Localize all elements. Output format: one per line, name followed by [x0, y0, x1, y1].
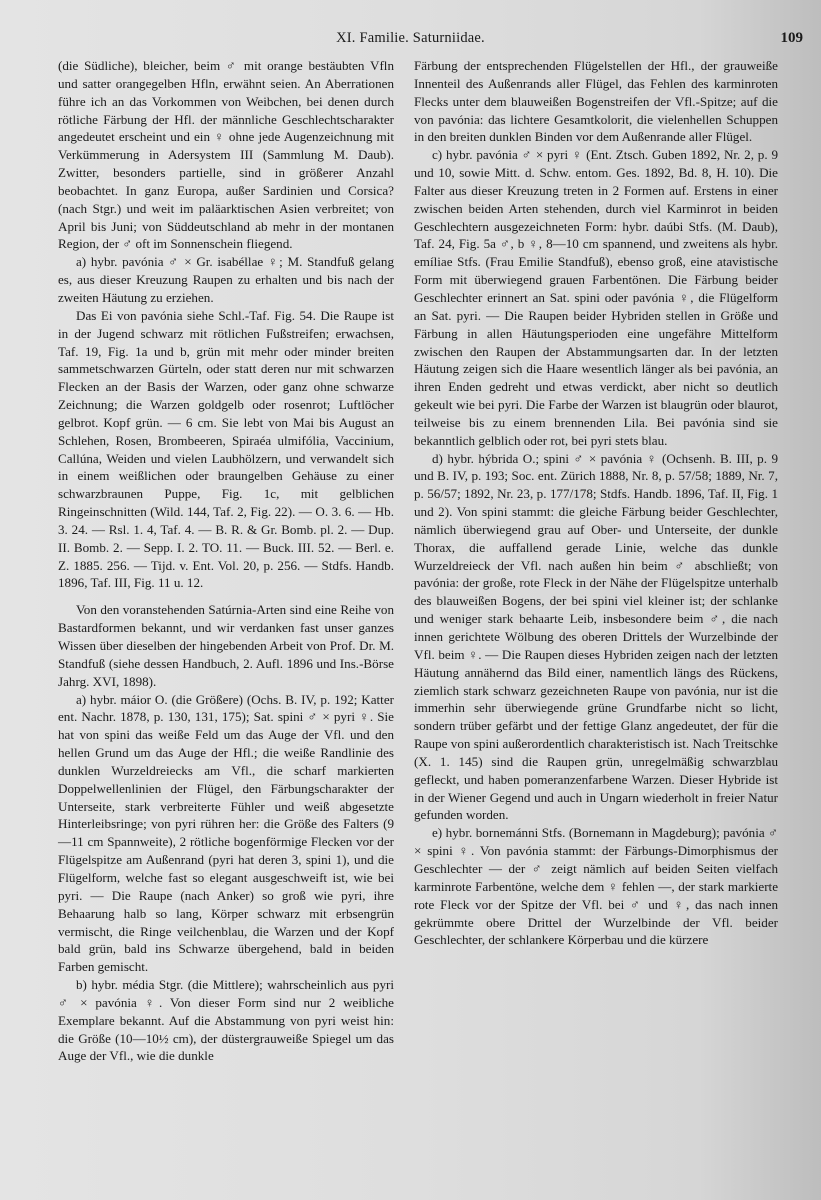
running-head	[0, 20, 821, 50]
right-text-column	[414, 57, 778, 949]
paragraph: c) hybr. pavónia ♂ × pyri ♀ (Ent. Ztsch. Guben 1892, Nr. 2, p. 9 und 10, sowie Mitt. d. Schw. entom. Ges. 1892, Bd. 8, H. 10). Die Falter aus dieser Kreuzung treten in 2 Formen auf. Erstens in einer zwischen beiden Arten stehenden, durch viel Karminrot in beiden Geschlechtern ausgezeichneten Form: hybr. daúbi Stfs. (M. Daub), Taf. 24, Fig. 5a ♂, b ♀, 8—10 cm spannend, und zweitens als hybr. emíliae Stfs. (Frau Emilie Standfuß), ebenso groß, eine atavistische Form mit überwiegend grauen Farbentönen. Die Färbung beider Geschlechter erinnert an Sat. spini oder pavónia ♀, die Flügelform an Sat. pyri. — Die Raupen beider Hybriden stellen in Größe und Färbung in allen Häutungsperioden eine ungefähre Mittelform zwischen den Raupen der Abstammungsarten dar. In der letzten Häutung zeigen sich die Haare wesentlich länger als bei pavónia, an ihren Enden gedreht und etwas verdickt, aber nicht so deutlich gekeult wie bei pyri. Die Farbe der Warzen ist blaugrün oder blaurot, teilweise bis zu einem brennenden Lila. Bei pavónia sind sie bekanntlich gelblich oder rot, bei pyri stets blau.	[414, 147, 778, 448]
paragraph: e) hybr. bornemánni Stfs. (Bornemann in Magdeburg); pavónia ♂ × spini ♀. Von pavónia stammt: der Färbungs-Dimorphismus der Geschlechter — der ♂ zeigt nämlich auf beiden Seiten vielfach karminrote Farbentöne, welche dem ♀ fehlen —, der stark markierte rote Fleck vor der Spitze der Vfl. bei ♂ und ♀, das nach innen gekrümmte obere Drittel der Wurzelbinde der Vfl. beider Geschlechter, der schlankere Körperbau und die kürzere	[414, 825, 778, 948]
running-head-title: XI. Familie. Saturniidae.	[336, 30, 485, 46]
paragraph: d) hybr. hýbrida O.; spini ♂ × pavónia ♀ (Ochsenh. B. III, p. 9 und B. IV, p. 193; Soc. ent. Zürich 1888, Nr. 8, p. 57/58; 1889, Nr. 7, p. 56/57; 1892, Nr. 23, p. 177/178; Stdfs. Handb. 1896, Taf. II, Fig. 1 und 2). Von spini stammt: die gleiche Färbung beider Geschlechter, nämlich überwiegend grau auf Ober- und Unterseite, der dunkle Thorax, die auffallend gerade Linie, welche das dunkle Wurzeldreieck der Vfl. nach außen hin beim ♂ abschließt; von pavónia: der große, rote Fleck in der Nähe der Flügelspitze unterhalb des blauweißen Bogens, der bei spini viel kleiner ist; der schlanke und weniger stark behaarte Leib, insbesondere beim ♂, die nach innen gerichtete Wölbung des oberen Drittels der Wurzelbinde der Vfl. beim ♀. — Die Raupen dieses Hybriden zeigen nach der letzten Häutung annähernd das Bild einer, namentlich längs des Rückens, ziemlich stark schwarz gezeichneten Raupe von pavónia, nur ist die immerhin sehr überwiegende grüne Grundfarbe nicht so licht, sondern trüber gefärbt und der fettige Glanz angedeutet, der für die Raupe von spini außerordentlich charakteristisch ist. Nach Treitschke (X. 1. 145) sind die Raupen grün, unregelmäßig schwarzblau gefleckt, und haben pomeranzenfarbene Warzen. Dieser Hybride ist in der Wiener Gegend und auch in Ungarn wiederholt in freier Natur gefunden worden.	[414, 450, 778, 823]
paragraph: Von den voranstehenden Satúrnia-Arten sind eine Reihe von Bastardformen bekannt, und wir verdanken fast unser ganzes Wissen über dieselben der hingebenden Arbeit von Prof. Dr. M. Standfuß (siehe dessen Handbuch, 2. Aufl. 1896 und Ins.-Börse Jahrg. XVI, 1898).	[58, 602, 394, 689]
paragraph: Färbung der entsprechenden Flügelstellen der Hfl., der grauweiße Innenteil des Außenrands aller Flügel, das Fehlen des karminroten Flecks unter dem blauweißen Bogenstreifen der Vfl.-Spitze; auf die von pavónia: das lichtere Gesamtkolorit, die vielenhellen Schuppen in den breiten dunklen Binden vor dem Außenrande aller Flügel.	[414, 58, 778, 145]
paragraph: a) hybr. máior O. (die Größere) (Ochs. B. IV, p. 192; Katter ent. Nachr. 1878, p. 130, 131, 175); Sat. spini ♂ × pyri ♀. Sie hat von spini das weiße Feld um das Auge der Vfl. und den hellen Grund um das Auge der Hfl.; die weiße Randlinie des dunklen Wurzeldreiecks am Vfl., die scharf markierten Doppelwellenlinien der Flügel, den Färbungscharakter der Unterseite, stark verbreiterte Fühler und weiß abgesetzte Hinterleibsringe; von pyri rühren her: die Größe des Falters (9—11 cm Spannweite), 2 rötliche bogenförmige Flecken vor der Flügelspitze am Außenrand (pyri hat deren 3, spini 1), und die Flügelform, welche fast so elegant ausgeschweift ist, wie bei pyri. — Die Raupe (nach Anker) so groß wie pyri, ihre Behaarung halb so lang, Körper schwarz mit erbsengrün vermischt, die Ringe veilchenblau, die Warzen und der Kopf bald grün, bald ins Schwarze übergehend, bald in beiden Farben gemischt.	[58, 691, 394, 975]
page-number: 109	[780, 30, 803, 46]
paragraph: a) hybr. pavónia ♂ × Gr. isabéllae ♀; M. Standfuß gelang es, aus dieser Kreuzung Raupen zu erhalten und bis nach der zweiten Häutung zu erziehen.	[58, 254, 394, 305]
paragraph: b) hybr. média Stgr. (die Mittlere); wahrscheinlich aus pyri ♂ × pavónia ♀. Von dieser Form sind nur 2 weibliche Exemplare bekannt. Auf die Abstammung von pyri weist hin: die Größe (10—10½ cm), der düstergrauweiße Spiegel um das Auge der Vfl., wie die dunkle	[58, 977, 394, 1064]
paragraph: (die Südliche), bleicher, beim ♂ mit orange bestäubten Vfln und satter orangegelben Hfln, erwähnt seien. An Aberrationen führe ich an das Vorkommen von Weibchen, bei denen durch rötliche Färbung der Hfl. der männliche Geschlechtscharakter angedeutet erscheint und ein ♀ ohne jede Augenzeichnung mit Verkümmerung in Adersystem III (Sammlung M. Daub). Zwitter, besonders partielle, sind in größerer Anzahl beobachtet. In ganz Europa, außer Sardinien und Corsica? (nach Stgr.) und weit im paläarktischen Asien verbreitet; von April bis Juni; von Süddeutschland ab mehr in der montanen Region, der ♂ oft im Sonnenschein fliegend.	[58, 58, 394, 252]
left-text-column	[58, 57, 394, 1065]
paragraph: Das Ei von pavónia siehe Schl.-Taf. Fig. 54. Die Raupe ist in der Jugend schwarz mit rötlichen Fußstreifen; erwachsen, Taf. 19, Fig. 1a und b, grün mit mehr oder minder breiten sammetschwarzen Gürteln, oder statt deren nur mit schwarzen Flecken an der Basis der Warzen, oder ganz ohne schwarze Zeichnung; die Warzen goldgelb oder rosenrot; Luftlöcher gelbrot. Kopf grün. — 6 cm. Sie lebt von Mai bis August an Schlehen, Rosen, Brombeeren, Spiraéa ulmifólia, Vaccinium, Callúna, Weiden und vielen Laubhölzern, und verwandelt sich in einem weißlichen oder braungelben Gehäuse zu einer schwarzbraunen Puppe, Fig. 1c, mit gelblichen Ringeinschnitten (Wild. 144, Taf. 2, Fig. 22). — O. 3. 6. — Hb. 3. 24. — Rsl. 1. 4, Taf. 4. — B. R. & Gr. Bomb. pl. 2. — Dup. II. Bomb. 2. — Sepp. I. 2. TO. 11. — Buck. III. 52. — Berl. e. Z. 1885. 256. — Tijd. v. Ent. Vol. 20, p. 256. — Stdfs. Handb. 1896, Taf. III, Fig. 11 u. 12.	[58, 307, 394, 591]
